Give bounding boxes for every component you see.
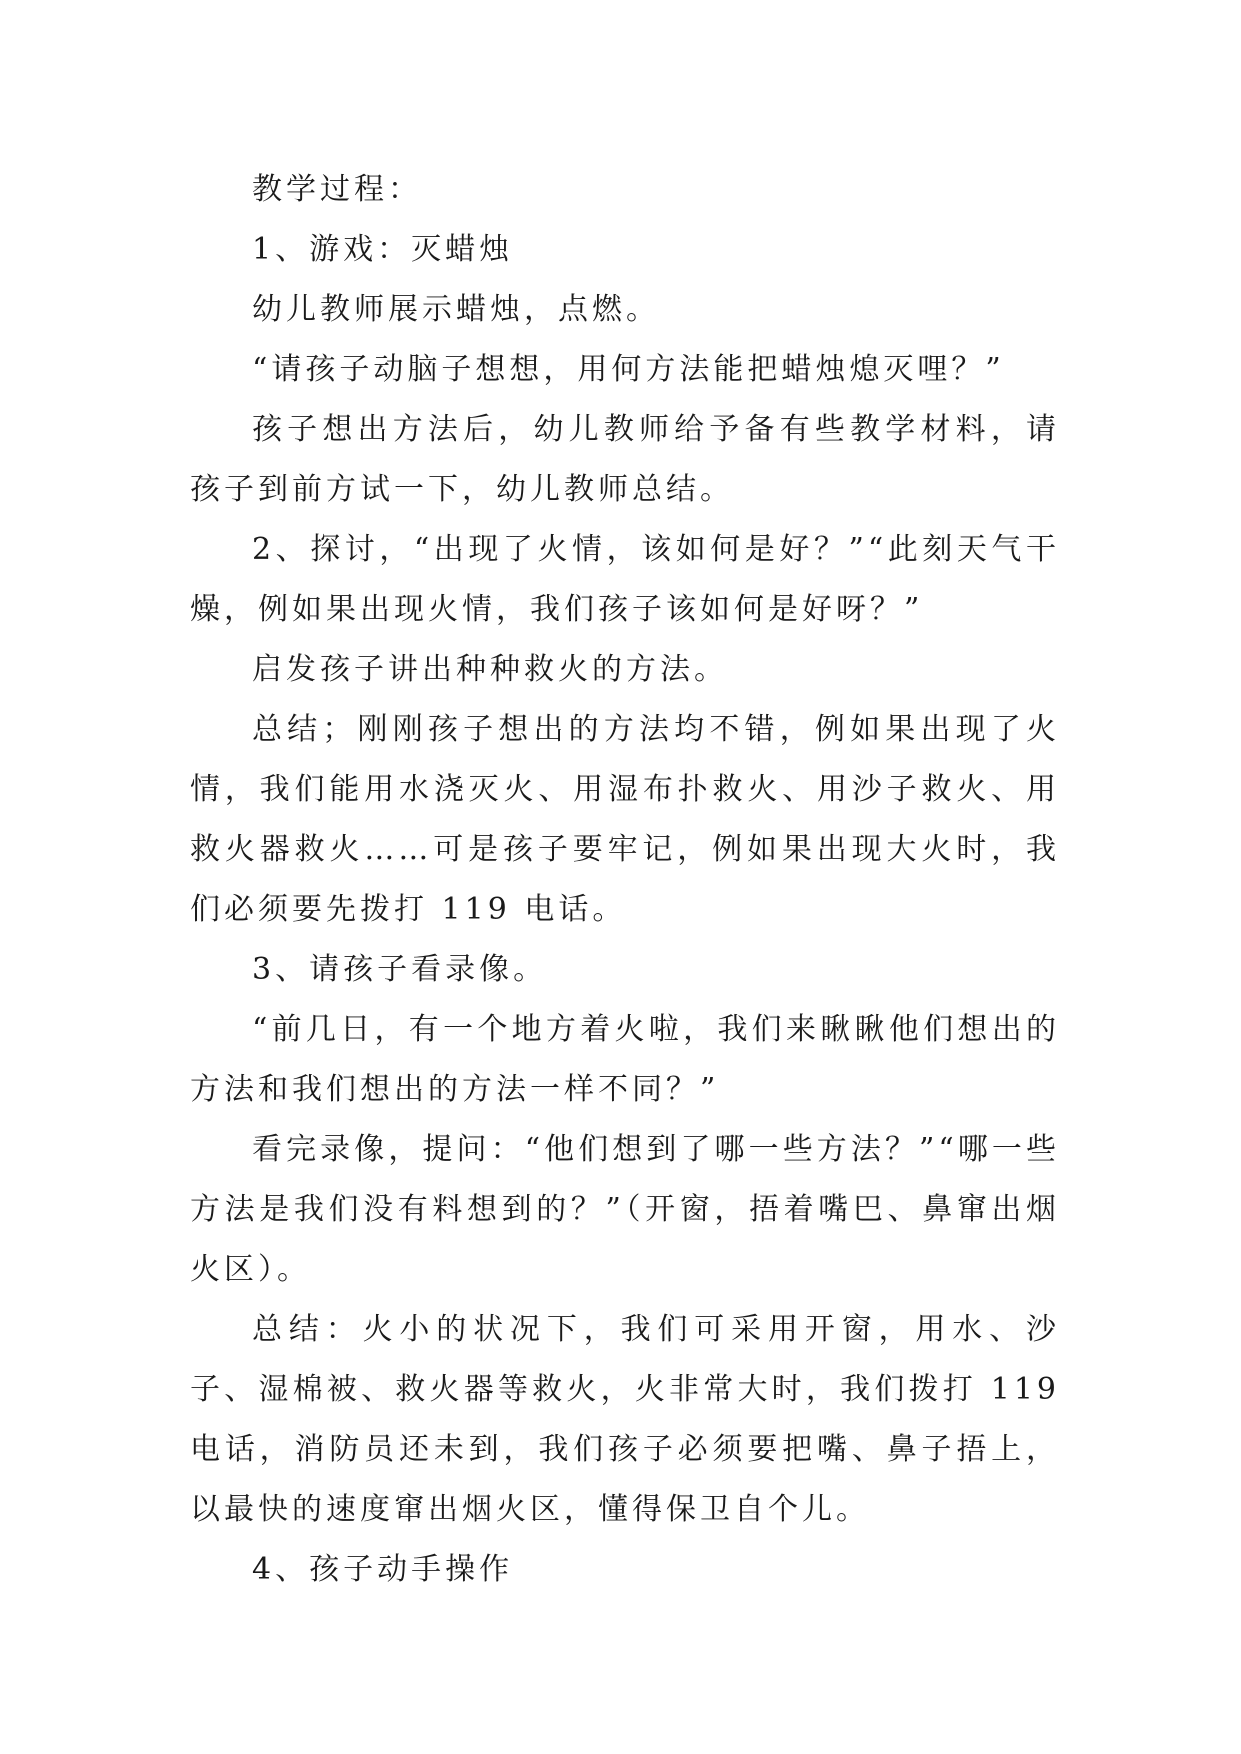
document-body	[190, 160, 1060, 1600]
step-1-heading: 1、游戏：灭蜡烛	[252, 232, 514, 267]
quote-paragraph: “前几日，有一个地方着火啦，我们来瞅瞅他们想出的方法和我们想出的方法一样不同？”	[190, 1012, 1060, 1107]
step-2-paragraph: 2、探讨，“出现了火情，该如何是好？”“此刻天气干燥，例如果出现火情，我们孩子该如何是好呀？”	[190, 532, 1060, 627]
question-paragraph: 看完录像，提问：“他们想到了哪一些方法？”“哪一些方法是我们没有料想到的？”（开窗，捂着嘴巴、鼻窜出烟火区）。	[190, 1132, 1060, 1287]
summary-paragraph: 总结：火小的状况下，我们可采用开窗，用水、沙子、湿棉被、救火器等救火，火非常大时，我们拨打 119 电话，消防员还未到，我们孩子必须要把嘴、鼻子捂上，以最快的速度窜出烟火区，懂得保卫自个儿。	[190, 1312, 1060, 1527]
step-4-heading: 4、孩子动手操作	[252, 1552, 514, 1587]
paragraph: 启发孩子讲出种种救火的方法。	[252, 652, 728, 687]
summary-paragraph: 总结；刚刚孩子想出的方法均不错，例如果出现了火情，我们能用水浇灭火、用湿布扑救火、用沙子救火、用救火器救火……可是孩子要牢记，例如果出现大火时，我们必须要先拨打 119 电话。	[190, 712, 1060, 927]
section-heading-teaching-process: 教学过程：	[252, 172, 422, 207]
quote-paragraph: “请孩子动脑子想想，用何方法能把蜡烛熄灭哩？”	[252, 352, 1005, 387]
paragraph: 孩子想出方法后，幼儿教师给予备有些教学材料，请孩子到前方试一下，幼儿教师总结。	[190, 412, 1060, 507]
paragraph: 幼儿教师展示蜡烛，点燃。	[252, 292, 660, 327]
step-3-heading: 3、请孩子看录像。	[252, 952, 548, 987]
